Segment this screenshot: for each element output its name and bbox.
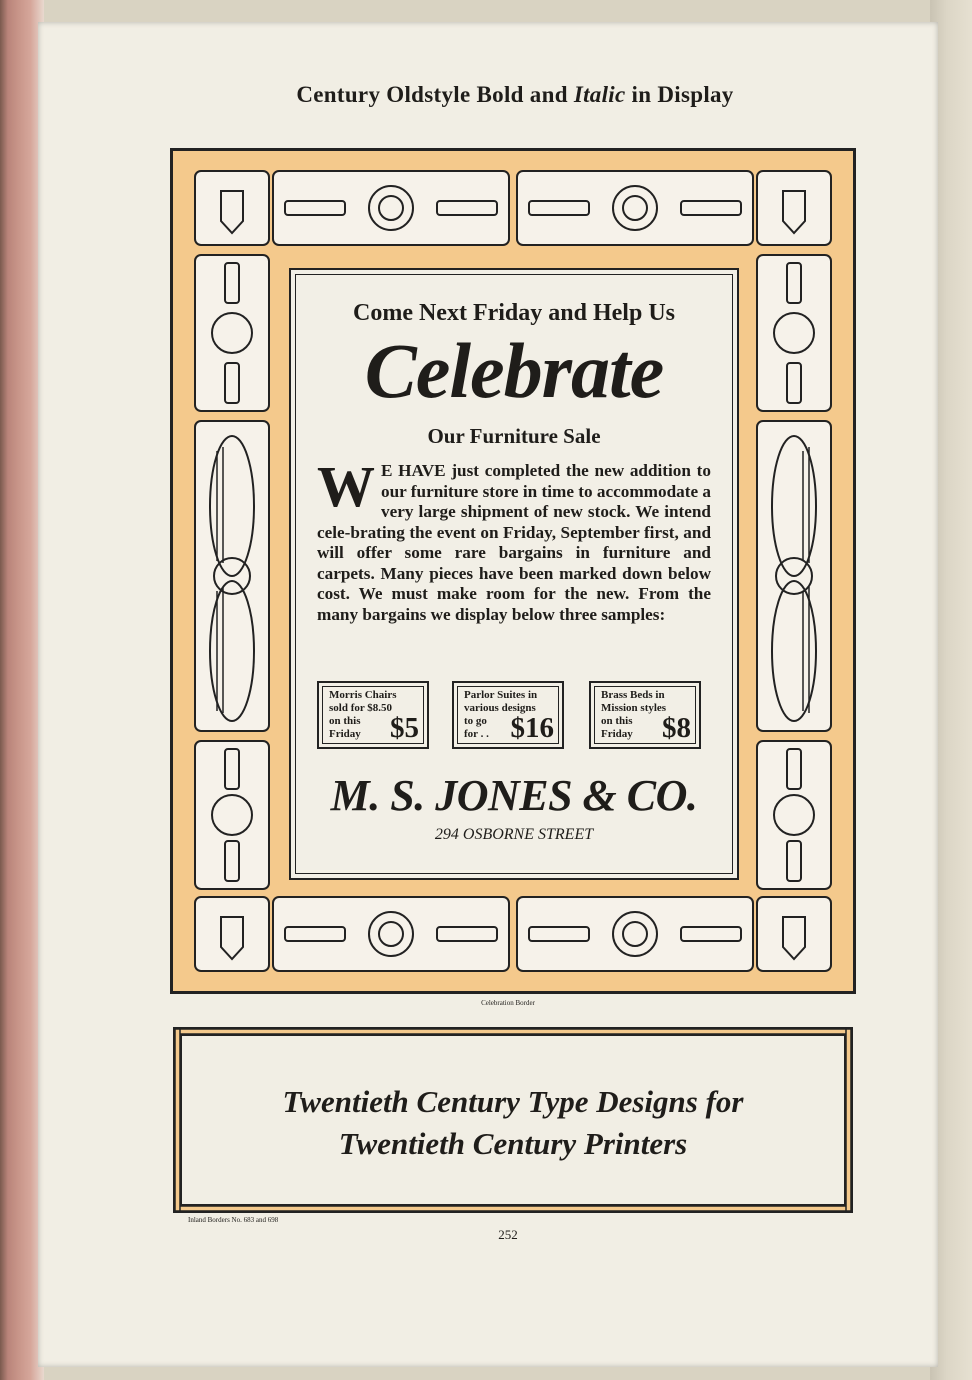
offer-line-4: Friday	[329, 728, 361, 740]
border-caption: Celebration Border	[481, 999, 535, 1007]
second-ad-box	[172, 1026, 854, 1214]
offer-line-3: on this	[329, 715, 361, 727]
offer-line-3: on this	[601, 715, 633, 727]
offer-line-2: various designs	[464, 702, 536, 714]
offer-box-brass-beds	[589, 681, 701, 749]
offer-line-4: Friday	[601, 728, 633, 740]
ad-headline: Celebrate	[364, 327, 664, 414]
ad-text-panel	[289, 268, 739, 880]
drop-cap: W	[317, 454, 375, 519]
ad-body-paragraph	[317, 454, 711, 625]
offer-line-1: Morris Chairs	[329, 689, 397, 701]
offer-line-1: Parlor Suites in	[464, 689, 538, 701]
offer-line-1: Brass Beds in	[601, 689, 665, 701]
ad-subhead: Our Furniture Sale	[427, 424, 601, 448]
heading-part-2: in Display	[631, 82, 734, 107]
ad-lead-line: Come Next Friday and Help Us	[353, 300, 675, 326]
slogan-line-1: Twentieth Century Type Designs for	[282, 1084, 744, 1119]
offer-line-4: for . .	[464, 728, 489, 740]
offer-line-3: to go	[464, 715, 487, 727]
offer-line-2: sold for $8.50	[329, 702, 393, 714]
offer-boxes	[317, 681, 711, 751]
offer-box-morris-chairs	[317, 681, 429, 749]
offer-price: $5	[390, 712, 419, 744]
heading-italic: Italic	[573, 82, 626, 107]
heading-part-1: Century Oldstyle Bold and	[296, 82, 568, 107]
offer-price: $16	[510, 712, 554, 744]
chain-border-art	[172, 1026, 854, 1214]
offer-box-parlor-suites	[452, 681, 564, 749]
offer-price: $8	[662, 712, 691, 744]
slogan-line-2: Twentieth Century Printers	[338, 1126, 688, 1161]
offer-line-2: Mission styles	[601, 702, 667, 714]
page-heading	[0, 82, 972, 108]
page-number: 252	[498, 1227, 518, 1242]
border-credit: Inland Borders No. 683 and 698	[188, 1216, 279, 1224]
company-name: M. S. JONES & CO.	[330, 771, 698, 820]
ad-body-text: E HAVE just completed the new addition to our furniture store in time to accommodate a very large shipment of new stock. We intend cele-brating the event on Friday, September first, and will offer some rare bargains in furniture and carpets. Many pieces have been marked down below cost. We must make room for the new. From the many bargains we display below three samples:	[317, 461, 711, 624]
company-address: 294 OSBORNE STREET	[434, 826, 594, 843]
celebration-border-frame	[170, 148, 856, 994]
